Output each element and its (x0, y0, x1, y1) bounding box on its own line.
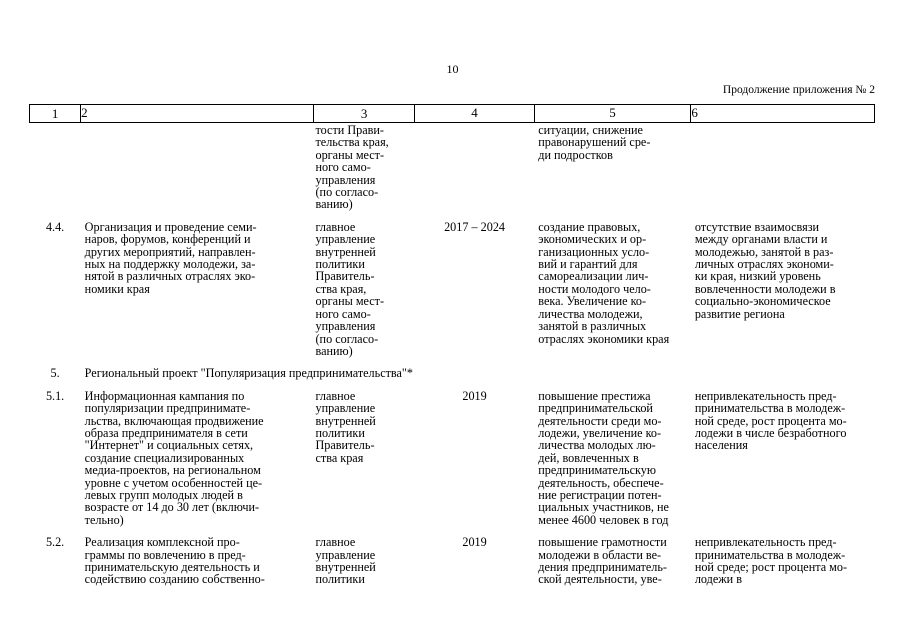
row-period: 2019 (462, 388, 487, 403)
row-executor: тости Прави- тельства края, органы мест- ного само- управления (по согласо- ванию) (315, 123, 389, 212)
row-period: 2019 (462, 535, 487, 550)
header-col-3: 3 (313, 105, 414, 123)
row-number (30, 123, 81, 211)
row-description: Информационная кампания по популяризации предпринимате- льства, включающая продвижение образа предпринимателя в сети "Интернет" и социальных сетях, создание специализированных медиа-проектов, на региональном уровне с учетом особенностей це- левых групп молодых людей в возрасте от 14 до 30 лет (включи- тельно) (84, 388, 264, 527)
row-description: Организация и проведение семи- наров, форумов, конференций и других мероприятий, направлен- ных на поддержку молодежи, за- нятой в различных отраслях эко- номики края (84, 219, 257, 296)
header-col-4: 4 (415, 105, 534, 123)
row-description: Реализация комплексной про- граммы по вовлечению в пред- принимательскую деятельность и содействию созданию собственно- (84, 535, 265, 587)
page-number: 10 (446, 62, 459, 76)
table-row (30, 526, 875, 586)
row-consequence: отсутствие взаимосвязи между органами власти и молодежью, занятой в раз- личных отраслях экономи- ки края, низкий уровень вовлеченности молодежи в социально-экономическое развитие региона (694, 219, 836, 321)
row-result: повышение престижа предпринимательской деятельности среди мо- лодежи, увеличение ко- личества молодых лю- дей, вовлеченных в предпринимательскую деятельность, обеспече- ние регистрации потен- циальных участников, не менее 4600 человек в год (538, 388, 669, 527)
row-number: 5.1. (45, 388, 65, 403)
table-row (30, 380, 875, 526)
table-row (30, 211, 875, 357)
continuation-label: Продолжение приложения № 2 (722, 84, 875, 96)
table-header-row (30, 105, 875, 123)
section-number: 5. (50, 366, 60, 381)
row-executor: главное управление внутренней политики Правитель- ства края (315, 388, 376, 465)
row-consequence: непривлекательность пред- принимательства в молодеж- ной среде; рост процента мо- лодежи в (694, 535, 848, 587)
row-description (81, 123, 314, 211)
header-col-5: 5 (534, 105, 691, 123)
row-consequence (691, 123, 875, 211)
row-result: создание правовых, экономических и ор- ганизационных усло- вий и гарантий для самореализации лич- ности молодого чело- века. Увеличение ко- личества молодежи, занятой в различных отраслях экономики края (538, 219, 670, 346)
row-consequence: непривлекательность пред- принимательства в молодеж- ной среде, рост процента мо- лодежи в числе безработного населения (694, 388, 847, 453)
row-result: повышение грамотности молодежи в области ве- дения предприниматель- ской деятельности, уве- (538, 535, 667, 587)
row-period: 2017 – 2024 (444, 219, 506, 234)
row-number: 4.4. (45, 219, 65, 234)
row-period (415, 123, 534, 211)
row-executor: главное управление внутренней политики Правитель- ства края, органы мест- ного само- управления (по согласо- ванию) (315, 219, 385, 358)
row-executor: главное управление внутренней политики (315, 535, 376, 587)
section-title: Региональный проект "Популяризация предпринимательства"* (84, 366, 414, 381)
row-number: 5.2. (45, 535, 65, 550)
appendix-table (29, 104, 875, 586)
header-col-6: 6 (691, 105, 875, 123)
table-row (30, 123, 875, 211)
row-result: ситуации, снижение правонарушений сре- ди подростков (538, 123, 651, 162)
section-row (30, 357, 875, 379)
header-col-2: 2 (81, 105, 314, 123)
header-col-1: 1 (30, 105, 81, 123)
